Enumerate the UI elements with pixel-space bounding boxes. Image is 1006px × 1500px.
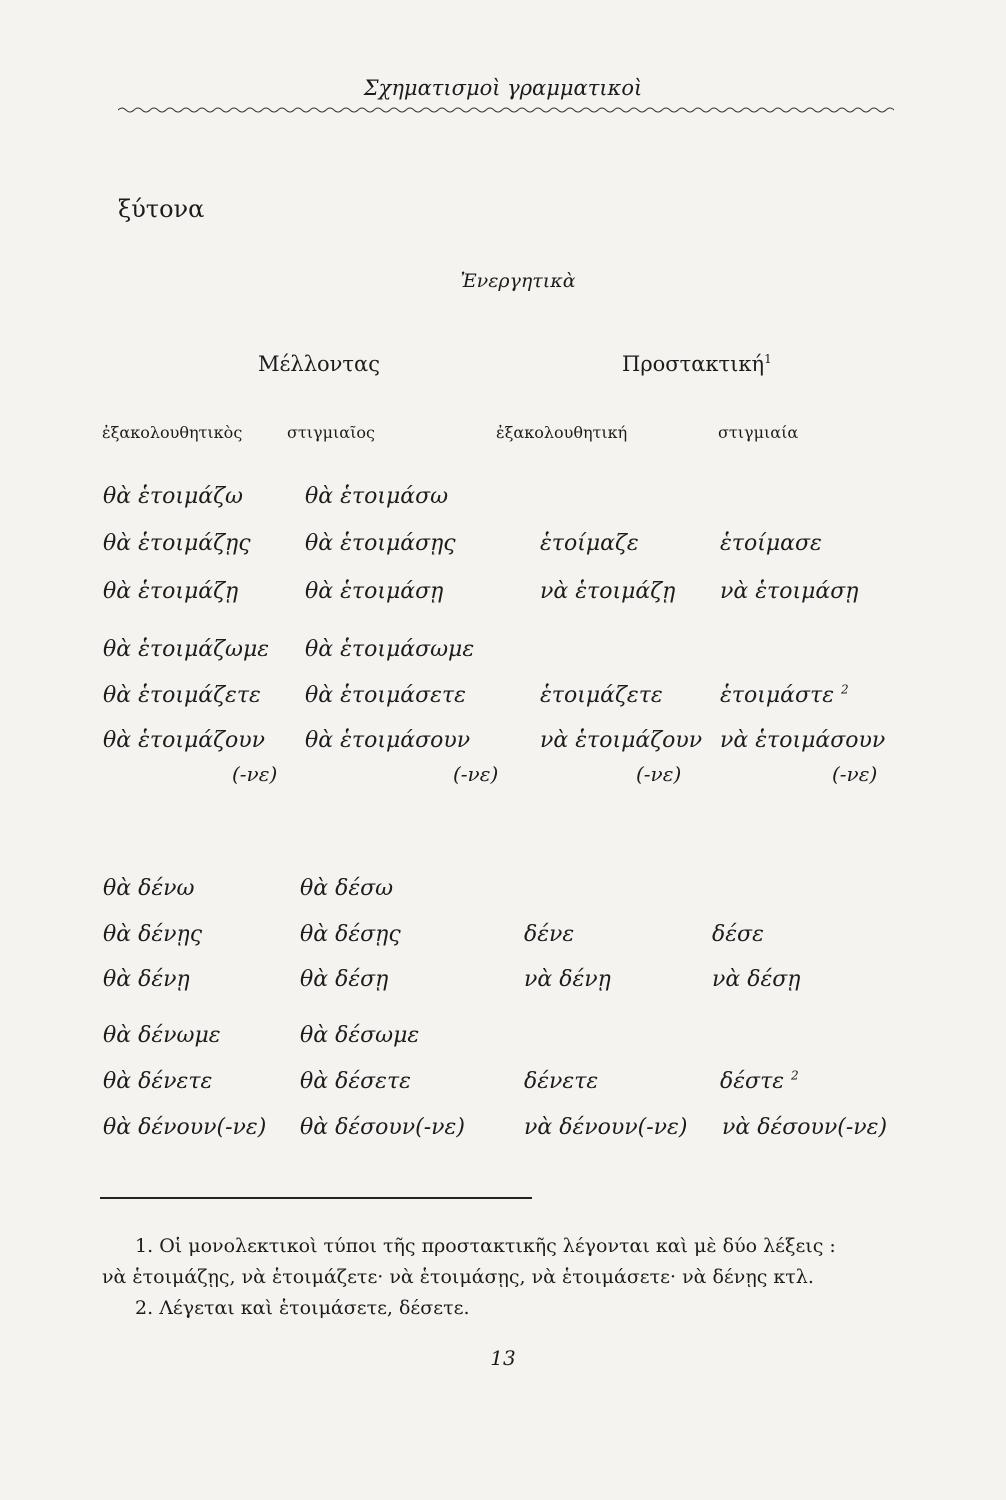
footnote-mark-2: 2 (791, 1068, 799, 1083)
aspect-imperative-momentary: στιγμιαία (718, 423, 799, 442)
footnote-text: Λέγεται καὶ ἑτοιμάσετε, δέσετε. (159, 1297, 470, 1319)
form-cell: θὰ ἑτοιμάζῃ (103, 579, 239, 604)
wavy-rule (118, 106, 894, 118)
aspect-future-momentary: στιγμιαῖος (287, 423, 375, 442)
ne-suffix: (-νε) (453, 762, 499, 786)
imperative-label: Προστακτική (622, 352, 765, 376)
form-cell-with-note (720, 683, 849, 708)
form-cell: θὰ ἑτοιμάζωμε (103, 637, 270, 662)
footnote-1-line-1 (135, 1235, 836, 1257)
ne-suffix: (-νε) (832, 762, 878, 786)
form-cell: ἑτοίμασε (720, 531, 822, 556)
form-cell: θὰ ἑτοιμάσω (305, 484, 449, 509)
form-cell: νὰ δένουν(-νε) (524, 1115, 688, 1140)
form-text: δέστε (720, 1069, 785, 1094)
footnote-number: 1. (135, 1235, 154, 1257)
form-cell: ἑτοιμάζετε (540, 683, 663, 708)
form-text: ἑτοιμάστε (720, 683, 834, 708)
form-cell: δέσε (712, 922, 764, 947)
running-header: Σχηματισμοὶ γραμματικοὶ (363, 76, 643, 100)
form-cell: θὰ ἑτοιμάσουν (305, 728, 471, 753)
form-cell: θὰ δένω (103, 876, 195, 901)
form-cell: νὰ δέσῃ (712, 967, 801, 992)
form-cell: θὰ δένωμε (103, 1023, 221, 1048)
form-cell: δένε (524, 922, 575, 947)
form-cell: θὰ ἑτοιμάζῃς (103, 531, 251, 556)
footnote-2 (135, 1297, 470, 1319)
form-cell: νὰ ἑτοιμάσουν (720, 728, 886, 753)
form-cell: θὰ δένῃς (103, 922, 203, 947)
footnote-number: 2. (135, 1297, 154, 1319)
form-cell: θὰ ἑτοιμάσῃ (305, 579, 444, 604)
footnote-mark-1: 1 (764, 352, 772, 366)
form-cell: νὰ ἑτοιμάζῃ (540, 579, 676, 604)
form-cell: θὰ δέσουν(-νε) (300, 1115, 465, 1140)
form-cell: θὰ δέσω (300, 876, 394, 901)
form-cell: θὰ ἑτοιμάζετε (103, 683, 261, 708)
footnote-1-line-2: νὰ ἑτοιμάζῃς, νὰ ἑτοιμάζετε· νὰ ἑτοιμάσῃς, νὰ ἑτοιμάσετε· νὰ δένῃς κτλ. (102, 1266, 814, 1288)
future-header: Μέλλοντας (258, 352, 380, 376)
form-cell: δένετε (524, 1069, 599, 1094)
footnote-text: Οἱ μονολεκτικοὶ τύποι τῆς προστακτικῆς λέγονται καὶ μὲ δύο λέξεις : (159, 1235, 836, 1257)
form-cell: νὰ δένῃ (524, 967, 611, 992)
form-cell: θὰ ἑτοιμάζω (103, 484, 243, 509)
form-cell: θὰ ἑτοιμάζουν (103, 728, 266, 753)
section-label: ξύτονα (118, 195, 205, 223)
aspect-future-continuous: ἐξακολουθητικὸς (102, 423, 243, 442)
form-cell: νὰ ἑτοιμάσῃ (720, 579, 859, 604)
form-cell: νὰ δέσουν(-νε) (722, 1115, 888, 1140)
form-cell: ἑτοίμαζε (540, 531, 639, 556)
form-cell-with-note (720, 1069, 799, 1094)
ne-suffix: (-νε) (636, 762, 682, 786)
aspect-imperative-continuous: ἐξακολουθητική (496, 423, 628, 442)
footnote-mark-2: 2 (841, 682, 849, 697)
form-cell: θὰ ἑτοιμάσωμε (305, 637, 475, 662)
voice-title: Ἐνεργητικὰ (460, 270, 576, 292)
form-cell: νὰ ἑτοιμάζουν (540, 728, 703, 753)
form-cell: θὰ δέσῃ (300, 967, 389, 992)
form-cell: θὰ ἑτοιμάσῃς (305, 531, 456, 556)
form-cell: θὰ δέσῃς (300, 922, 401, 947)
form-cell: θὰ δέσωμε (300, 1023, 420, 1048)
imperative-header (622, 352, 772, 376)
form-cell: θὰ δέσετε (300, 1069, 411, 1094)
form-cell: θὰ δένετε (103, 1069, 213, 1094)
form-cell: θὰ δένῃ (103, 967, 190, 992)
form-cell: θὰ δένουν(-νε) (103, 1115, 267, 1140)
ne-suffix: (-νε) (232, 762, 278, 786)
footnote-rule (100, 1197, 532, 1199)
form-cell: θὰ ἑτοιμάσετε (305, 683, 466, 708)
page-number: 13 (490, 1346, 516, 1370)
